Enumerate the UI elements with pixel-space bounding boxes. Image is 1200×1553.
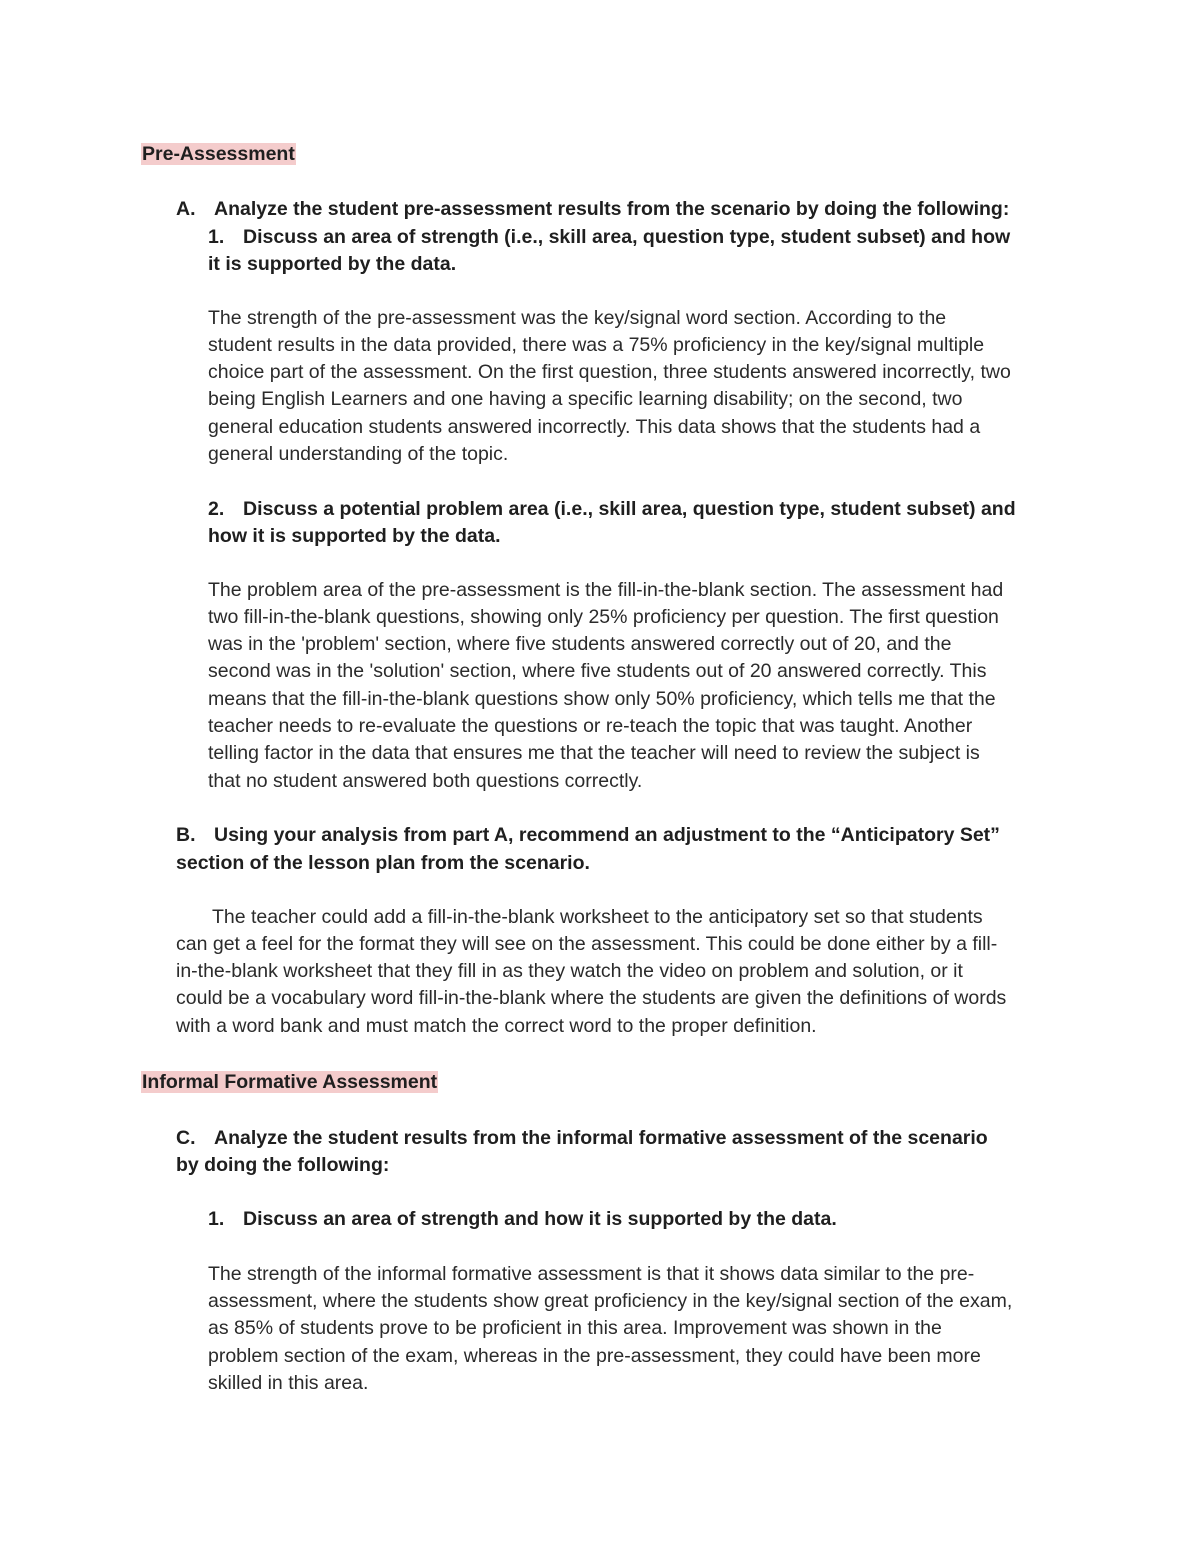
question-c-line-1 — [176, 1125, 988, 1152]
answer-b-line: with a word bank and must match the correct word to the proper definition. — [176, 1015, 817, 1037]
item-2-prompt-line-2: how it is supported by the data. — [208, 525, 501, 547]
answer-2-line: was in the 'problem' section, where five students answered correctly out of 20, and the — [208, 633, 952, 655]
heading-text: Informal Formative Assessment — [142, 1071, 438, 1093]
answer-2-line: teacher needs to re-evaluate the questions or re-teach the topic that was taught. Another — [208, 715, 973, 737]
question-c-line-2: by doing the following: — [176, 1154, 390, 1176]
item-number: 1. — [208, 226, 225, 248]
answer-2-line: telling factor in the data that ensures me that the teacher will need to review the subject is — [208, 742, 980, 764]
answer-c1-line: as 85% of students prove to be proficient in this area. Improvement was shown in the — [208, 1317, 942, 1339]
item-c1-prompt — [208, 1206, 837, 1233]
answer-b-line: could be a vocabulary word fill-in-the-blank where the students are given the definitions of words — [176, 987, 1007, 1009]
item-1-prompt-line-2: it is supported by the data. — [208, 253, 457, 275]
answer-b-line: in-the-blank worksheet that they fill in as they watch the video on problem and solution, or it — [176, 960, 963, 982]
item-number: 1. — [208, 1208, 225, 1230]
heading-text: Pre-Assessment — [142, 143, 295, 165]
answer-1-line: student results in the data provided, there was a 75% proficiency in the key/signal multiple — [208, 334, 985, 356]
question-letter: A. — [176, 198, 196, 220]
answer-c1-line: assessment, where the students show great proficiency in the key/signal section of the exam, — [208, 1290, 1013, 1312]
question-text: Analyze the student results from the informal formative assessment of the scenario — [214, 1127, 988, 1149]
item-1-prompt-line-1 — [208, 224, 1010, 251]
prompt-text: Discuss an area of strength (i.e., skill area, question type, student subset) and how — [243, 226, 1011, 248]
section-heading-informal-formative-assessment — [141, 1069, 438, 1096]
question-text: Using your analysis from part A, recommend an adjustment to the “Anticipatory Set” — [214, 824, 1000, 846]
answer-1-line: general education students answered incorrectly. This data shows that the students had a — [208, 416, 981, 438]
prompt-text: Discuss a potential problem area (i.e., skill area, question type, student subset) and — [243, 498, 1016, 520]
prompt-text: Discuss an area of strength and how it is supported by the data. — [243, 1208, 837, 1230]
answer-b-line: The teacher could add a fill-in-the-blank worksheet to the anticipatory set so that students — [212, 906, 983, 928]
item-2-prompt-line-1 — [208, 496, 1016, 523]
answer-c1-line: The strength of the informal formative assessment is that it shows data similar to the pre- — [208, 1263, 975, 1285]
question-b-line-1 — [176, 822, 1000, 849]
answer-1-line: choice part of the assessment. On the first question, three students answered incorrectly, two — [208, 361, 1011, 383]
answer-c1-line: problem section of the exam, whereas in the pre-assessment, they could have been more — [208, 1345, 981, 1367]
question-a — [176, 196, 1009, 223]
question-b-line-2: section of the lesson plan from the scenario. — [176, 852, 590, 874]
question-letter: B. — [176, 824, 196, 846]
answer-2-line: The problem area of the pre-assessment is the fill-in-the-blank section. The assessment had — [208, 579, 1004, 601]
answer-2-line: two fill-in-the-blank questions, showing only 25% proficiency per question. The first question — [208, 606, 999, 628]
answer-2-line: that no student answered both questions correctly. — [208, 770, 643, 792]
answer-2-line: means that the fill-in-the-blank questions show only 50% proficiency, which tells me that the — [208, 688, 996, 710]
item-number: 2. — [208, 498, 225, 520]
answer-1-line: being English Learners and one having a specific learning disability; on the second, two — [208, 388, 963, 410]
answer-b-line: can get a feel for the format they will see on the assessment. This could be done either by a fill- — [176, 933, 998, 955]
answer-1-line: The strength of the pre-assessment was the key/signal word section. According to the — [208, 307, 947, 329]
question-text: Analyze the student pre-assessment results from the scenario by doing the following: — [214, 198, 1010, 220]
answer-2-line: second was in the 'solution' section, where five students out of 20 answered correctly. This — [208, 660, 987, 682]
answer-c1-line: skilled in this area. — [208, 1372, 369, 1394]
section-heading-pre-assessment — [141, 141, 296, 168]
answer-1-line: general understanding of the topic. — [208, 443, 509, 465]
question-letter: C. — [176, 1127, 196, 1149]
